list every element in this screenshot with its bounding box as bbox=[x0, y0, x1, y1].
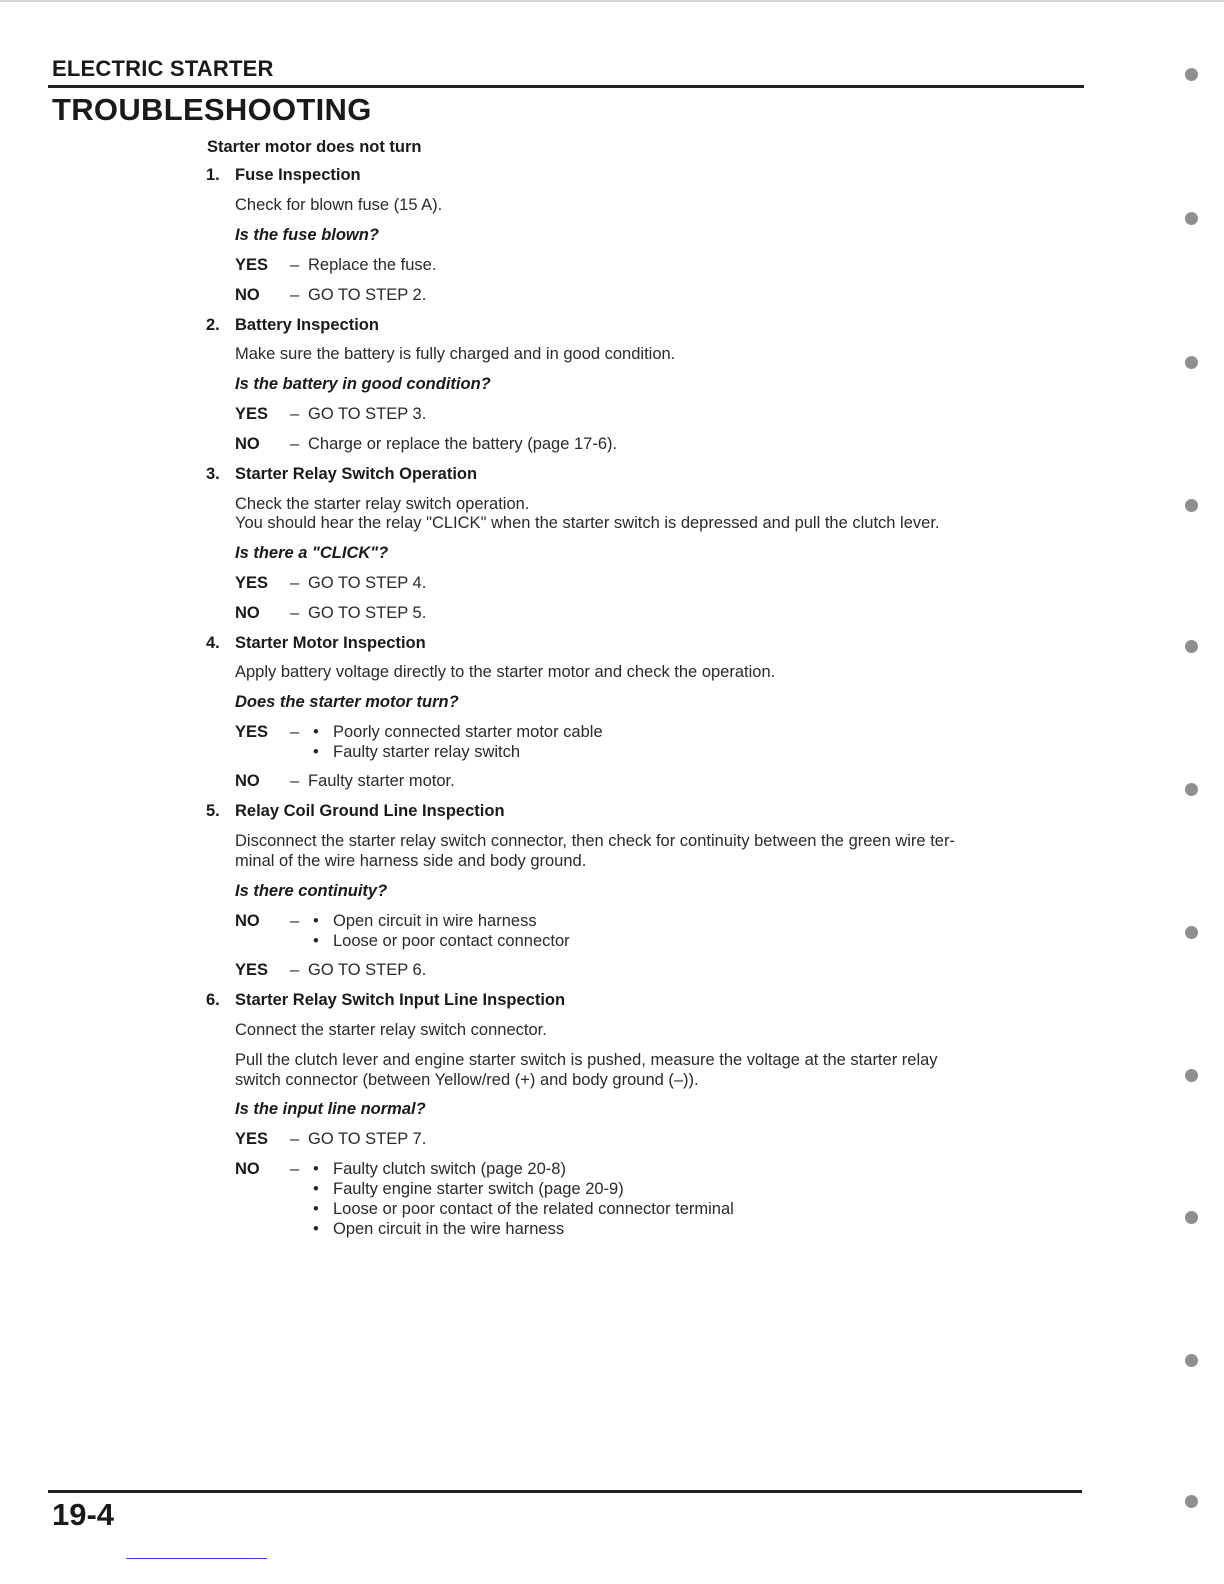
step-text: Apply battery voltage directly to the starter motor and check the operation. bbox=[235, 663, 776, 681]
binder-hole-icon bbox=[1185, 1354, 1198, 1367]
binder-hole-icon bbox=[1185, 212, 1198, 225]
answer-text: GO TO STEP 5. bbox=[308, 604, 427, 622]
answer-label: NO bbox=[235, 286, 260, 304]
answer-text: Charge or replace the battery (page 17-6). bbox=[308, 435, 618, 453]
step-title: Battery Inspection bbox=[235, 316, 379, 334]
answer-dash: – bbox=[290, 286, 300, 304]
step-title: Starter Motor Inspection bbox=[235, 634, 426, 652]
step-number: 6. bbox=[206, 991, 220, 1009]
binder-hole-icon bbox=[1185, 640, 1198, 653]
bullet-icon: • bbox=[313, 1160, 319, 1178]
answer-dash: – bbox=[290, 961, 300, 979]
answer-label: NO bbox=[235, 772, 260, 790]
binder-hole-icon bbox=[1185, 1211, 1198, 1224]
answer-dash: – bbox=[290, 723, 300, 741]
bullet-icon: • bbox=[313, 932, 319, 950]
answer-text: GO TO STEP 3. bbox=[308, 405, 427, 423]
answer-dash: – bbox=[290, 604, 300, 622]
answer-dash: – bbox=[290, 912, 300, 930]
answer-text: GO TO STEP 7. bbox=[308, 1130, 427, 1148]
step-number: 2. bbox=[206, 316, 220, 334]
step-text: Disconnect the starter relay switch connector, then check for continuity between the green wire ter- bbox=[235, 832, 955, 850]
answer-text: Faulty starter motor. bbox=[308, 772, 455, 790]
answer-dash: – bbox=[290, 435, 300, 453]
step-text: Pull the clutch lever and engine starter switch is pushed, measure the voltage at the starter relay bbox=[235, 1051, 938, 1069]
step-title: Starter Relay Switch Input Line Inspection bbox=[235, 991, 566, 1009]
step-title: Fuse Inspection bbox=[235, 166, 361, 184]
bullet-icon: • bbox=[313, 1200, 319, 1218]
answer-dash: – bbox=[290, 256, 300, 274]
step-question: Does the starter motor turn? bbox=[235, 693, 459, 711]
binder-hole-icon bbox=[1185, 68, 1198, 81]
step-question: Is the battery in good condition? bbox=[235, 375, 491, 393]
step-number: 3. bbox=[206, 465, 220, 483]
step-number: 5. bbox=[206, 802, 220, 820]
answer-dash: – bbox=[290, 772, 300, 790]
step-text: Check the starter relay switch operation. bbox=[235, 495, 530, 513]
step-text: switch connector (between Yellow/red (+) and body ground (–)). bbox=[235, 1071, 699, 1089]
binder-hole-icon bbox=[1185, 499, 1198, 512]
answer-text: Open circuit in the wire harness bbox=[333, 1220, 565, 1238]
step-question: Is there a "CLICK"? bbox=[235, 544, 389, 562]
step-text: Connect the starter relay switch connector. bbox=[235, 1021, 547, 1039]
binder-hole-icon bbox=[1185, 356, 1198, 369]
answer-label: YES bbox=[235, 574, 269, 592]
step-question: Is there continuity? bbox=[235, 882, 388, 900]
answer-text: Open circuit in wire harness bbox=[333, 912, 537, 930]
step-question: Is the fuse blown? bbox=[235, 226, 379, 244]
step-text: You should hear the relay "CLICK" when the starter switch is depressed and pull the clutch lever. bbox=[235, 514, 940, 532]
page-number: 19-4 bbox=[52, 1497, 115, 1532]
answer-text: GO TO STEP 6. bbox=[308, 961, 427, 979]
answer-label: YES bbox=[235, 256, 269, 274]
bullet-icon: • bbox=[313, 912, 319, 930]
bullet-icon: • bbox=[313, 1180, 319, 1198]
answer-dash: – bbox=[290, 574, 300, 592]
answer-label: NO bbox=[235, 604, 260, 622]
footer-rule bbox=[48, 1490, 1082, 1493]
bullet-icon: • bbox=[313, 1220, 319, 1238]
step-number: 1. bbox=[206, 166, 220, 184]
answer-label: YES bbox=[235, 723, 269, 741]
answer-dash: – bbox=[290, 1130, 300, 1148]
step-text: Make sure the battery is fully charged and in good condition. bbox=[235, 345, 676, 363]
bullet-icon: • bbox=[313, 723, 319, 741]
answer-dash: – bbox=[290, 1160, 300, 1178]
step-title: Relay Coil Ground Line Inspection bbox=[235, 802, 505, 820]
answer-label: YES bbox=[235, 1130, 269, 1148]
binder-hole-icon bbox=[1185, 783, 1198, 796]
step-text: Check for blown fuse (15 A). bbox=[235, 196, 443, 214]
answer-text: Faulty starter relay switch bbox=[333, 743, 521, 761]
answer-label: NO bbox=[235, 912, 260, 930]
answer-text: Loose or poor contact connector bbox=[333, 932, 570, 950]
symptom-heading: Starter motor does not turn bbox=[207, 138, 422, 156]
answer-text: Replace the fuse. bbox=[308, 256, 437, 274]
bullet-icon: • bbox=[313, 743, 319, 761]
binder-hole-icon bbox=[1185, 1495, 1198, 1508]
answer-label: YES bbox=[235, 405, 269, 423]
section-title: ELECTRIC STARTER bbox=[52, 56, 274, 81]
answer-label: YES bbox=[235, 961, 269, 979]
page-title: TROUBLESHOOTING bbox=[52, 92, 372, 127]
answer-text: GO TO STEP 2. bbox=[308, 286, 427, 304]
answer-label: NO bbox=[235, 435, 260, 453]
step-text: minal of the wire harness side and body ground. bbox=[235, 852, 587, 870]
answer-text: Faulty engine starter switch (page 20-9) bbox=[333, 1180, 624, 1198]
bottom-link-line bbox=[126, 1558, 267, 1559]
answer-text: Faulty clutch switch (page 20-8) bbox=[333, 1160, 566, 1178]
answer-dash: – bbox=[290, 405, 300, 423]
step-title: Starter Relay Switch Operation bbox=[235, 465, 478, 483]
step-question: Is the input line normal? bbox=[235, 1100, 426, 1118]
binder-hole-icon bbox=[1185, 1069, 1198, 1082]
step-number: 4. bbox=[206, 634, 220, 652]
answer-text: Poorly connected starter motor cable bbox=[333, 723, 603, 741]
answer-text: Loose or poor contact of the related connector terminal bbox=[333, 1200, 734, 1218]
answer-text: GO TO STEP 4. bbox=[308, 574, 427, 592]
answer-label: NO bbox=[235, 1160, 260, 1178]
binder-hole-icon bbox=[1185, 926, 1198, 939]
